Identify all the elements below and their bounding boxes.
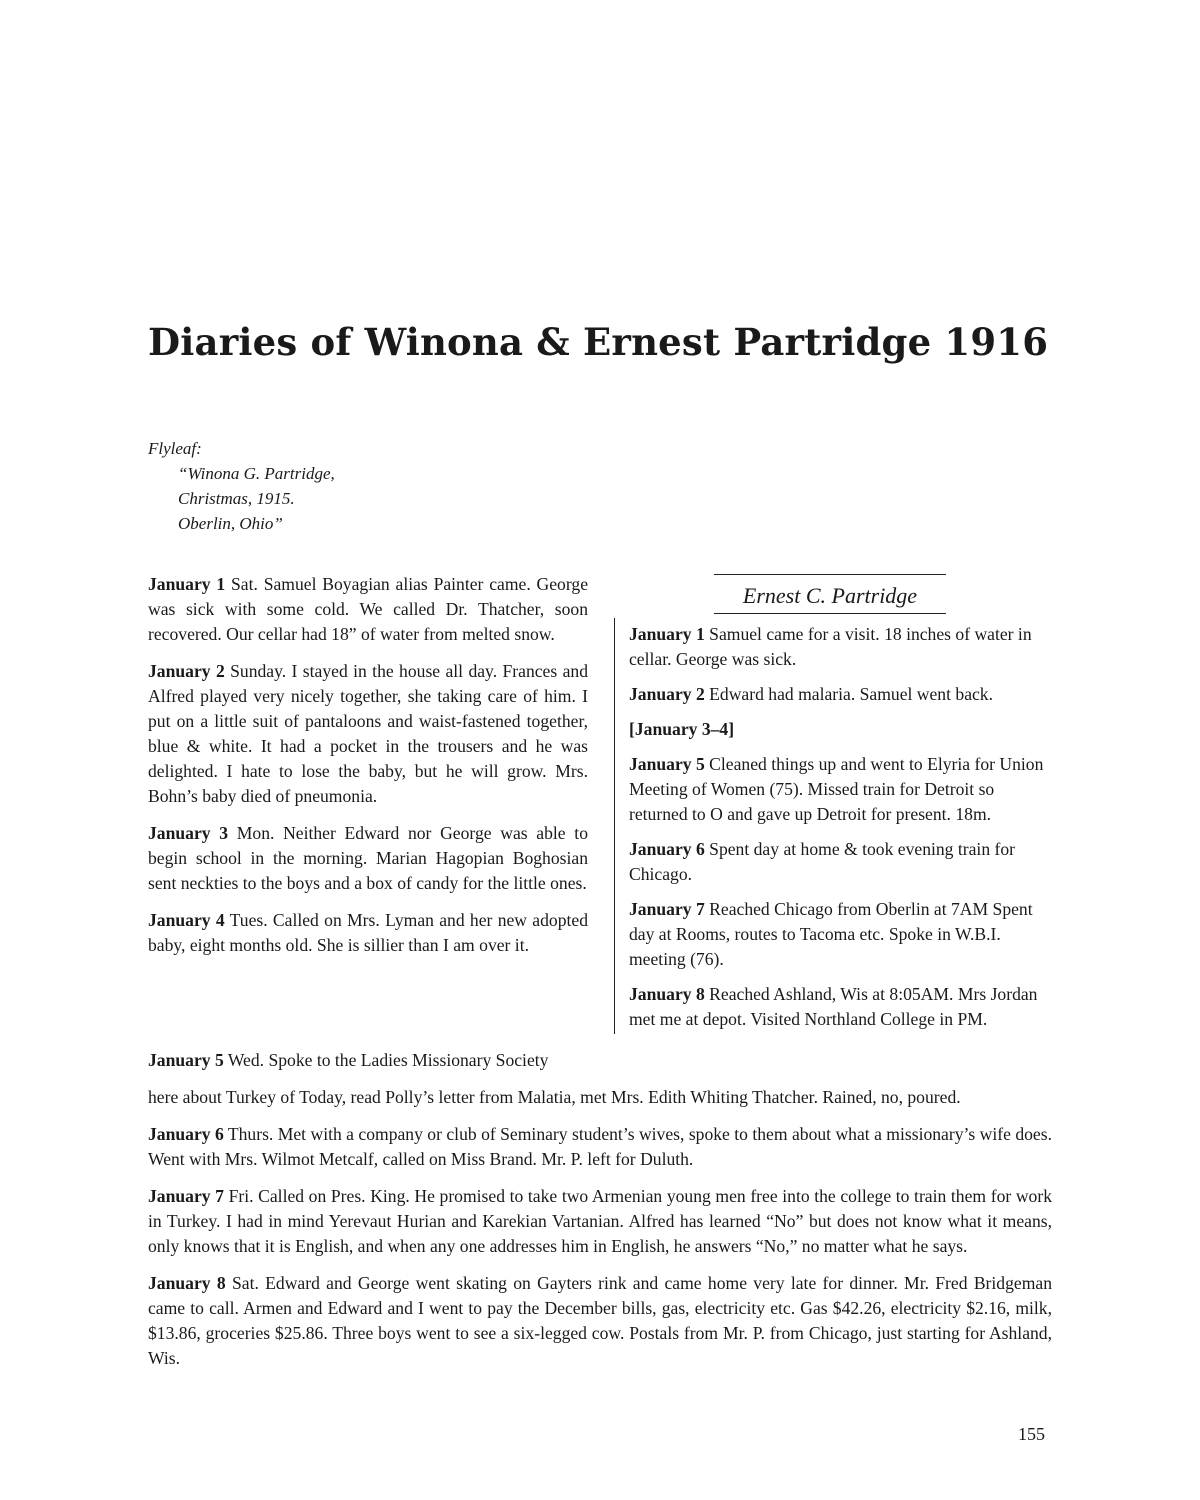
entry-text: Thurs. Met with a company or club of Seminary student’s wives, spoke to them about what a missionary’s wife does. Went with Mrs. Wilmot Metcalf, called on Miss Brand. Mr. P. left for Duluth. [148,1124,1052,1169]
entry-date: January 5 [629,754,705,774]
diary-entry [148,1122,1052,1172]
entry-text: Mon. Neither Edward nor George was able to begin school in the morning. Marian Hagopian Boghosian sent neckties to the boys and a box of candy for the little ones. [148,823,588,893]
entry-text: Wed. Spoke to the Ladies Missionary Society [223,1050,549,1070]
entry-date: January 6 [629,839,705,859]
entry-text: Sat. Samuel Boyagian alias Painter came. George was sick with some cold. We called Dr. Thatcher, soon recovered. Our cellar had 18” of water from melted snow. [148,574,589,644]
diary-entry [148,908,588,958]
sidebar-entry [629,982,1054,1032]
entry-text: Sat. Edward and George went skating on Gayters rink and came home very late for dinner. Mr. Fred Bridgeman came to call. Armen and Edward and I went to pay the December bills, gas, electricity etc. Gas $42.26, electricity $2.16, milk, $13.86, groceries $25.86. Three boys went to see a six-legged cow. Postals from Mr. P. from Chicago, just starting for Ashland, Wis. [148,1273,1052,1368]
entry-text: Spent day at home & took evening train for Chicago. [629,839,1016,884]
entry-continuation: here about Turkey of Today, read Polly’s letter from Malatia, met Mrs. Edith Whiting Thatcher. Rained, no, poured. [148,1087,961,1107]
diary-entry [148,572,588,647]
entry-date: January 2 [148,661,225,681]
entry-date: January 1 [629,624,705,644]
entry-date: [January 3–4] [629,719,735,739]
flyleaf [148,436,335,536]
entry-text: Edward had malaria. Samuel went back. [704,684,994,704]
entry-date: January 2 [629,684,705,704]
diary-entry [148,1184,1052,1259]
page-title: Diaries of Winona & Ernest Partridge 1916 [148,320,1049,364]
diary-entry [148,1271,1052,1371]
entry-text: Reached Ashland, Wis at 8:05AM. Mrs Jordan met me at depot. Visited Northland College in PM. [629,984,1038,1029]
ernest-sidebar [614,574,1054,1034]
entry-text: Reached Chicago from Oberlin at 7AM Spent day at Rooms, routes to Tacoma etc. Spoke in W.B.I. meeting (76). [629,899,1033,969]
sidebar-entry [629,752,1054,827]
sidebar-entry [629,897,1054,972]
sidebar-heading: Ernest C. Partridge [714,574,946,614]
sidebar-body [614,618,1054,1034]
entry-text: Sunday. I stayed in the house all day. Frances and Alfred played very nicely together, she taking care of him. I put on a little suit of pantaloons and waist-fastened together, blue & white. It had a pocket in the trousers and he was delighted. I hate to lose the baby, but he will grow. Mrs. Bohn’s baby died of pneumonia. [148,661,588,806]
diary-entry [148,659,588,809]
diary-entry [148,821,588,896]
entry-text: Fri. Called on Pres. King. He promised to take two Armenian young men free into the college to train them for work in Turkey. I had in mind Yerevaut Hurian and Karekian Vartanian. Alfred has learned “No” but does not know what it means, only knows that it is English, and when any one addresses him in English, he answers “No,” no matter what he says. [148,1186,1052,1256]
entry-date: January 1 [148,574,226,594]
entry-date: January 8 [148,1273,226,1293]
entry-text: Cleaned things up and went to Elyria for Union Meeting of Women (75). Missed train for Detroit so returned to O and gave up Detroit for present. 18m. [629,754,1044,824]
entry-date: January 5 [148,1050,224,1070]
sidebar-entry [629,682,1054,707]
page-number: 155 [1018,1424,1045,1444]
flyleaf-line: “Winona G. Partridge, [178,464,335,483]
entry-date: January 6 [148,1124,224,1144]
flyleaf-label: Flyleaf: [148,439,202,458]
winona-diary-column [148,572,588,970]
flyleaf-line: Oberlin, Ohio” [178,514,283,533]
sidebar-entry [629,837,1054,887]
entry-date: January 4 [148,910,225,930]
entry-date: January 8 [629,984,705,1004]
flyleaf-line: Christmas, 1915. [178,489,295,508]
entry-date: January 7 [148,1186,224,1206]
entry-first-line [148,1048,588,1073]
sidebar-heading-wrap [714,574,946,614]
sidebar-entry [629,717,1054,742]
diary-entry [148,1048,1052,1110]
entry-date: January 3 [148,823,229,843]
entry-text: Samuel came for a visit. 18 inches of water in cellar. George was sick. [629,624,1032,669]
sidebar-entry [629,622,1054,672]
winona-diary-continued [148,1048,1052,1383]
entry-date: January 7 [629,899,705,919]
entry-text: Tues. Called on Mrs. Lyman and her new adopted baby, eight months old. She is sillier than I am over it. [148,910,588,955]
